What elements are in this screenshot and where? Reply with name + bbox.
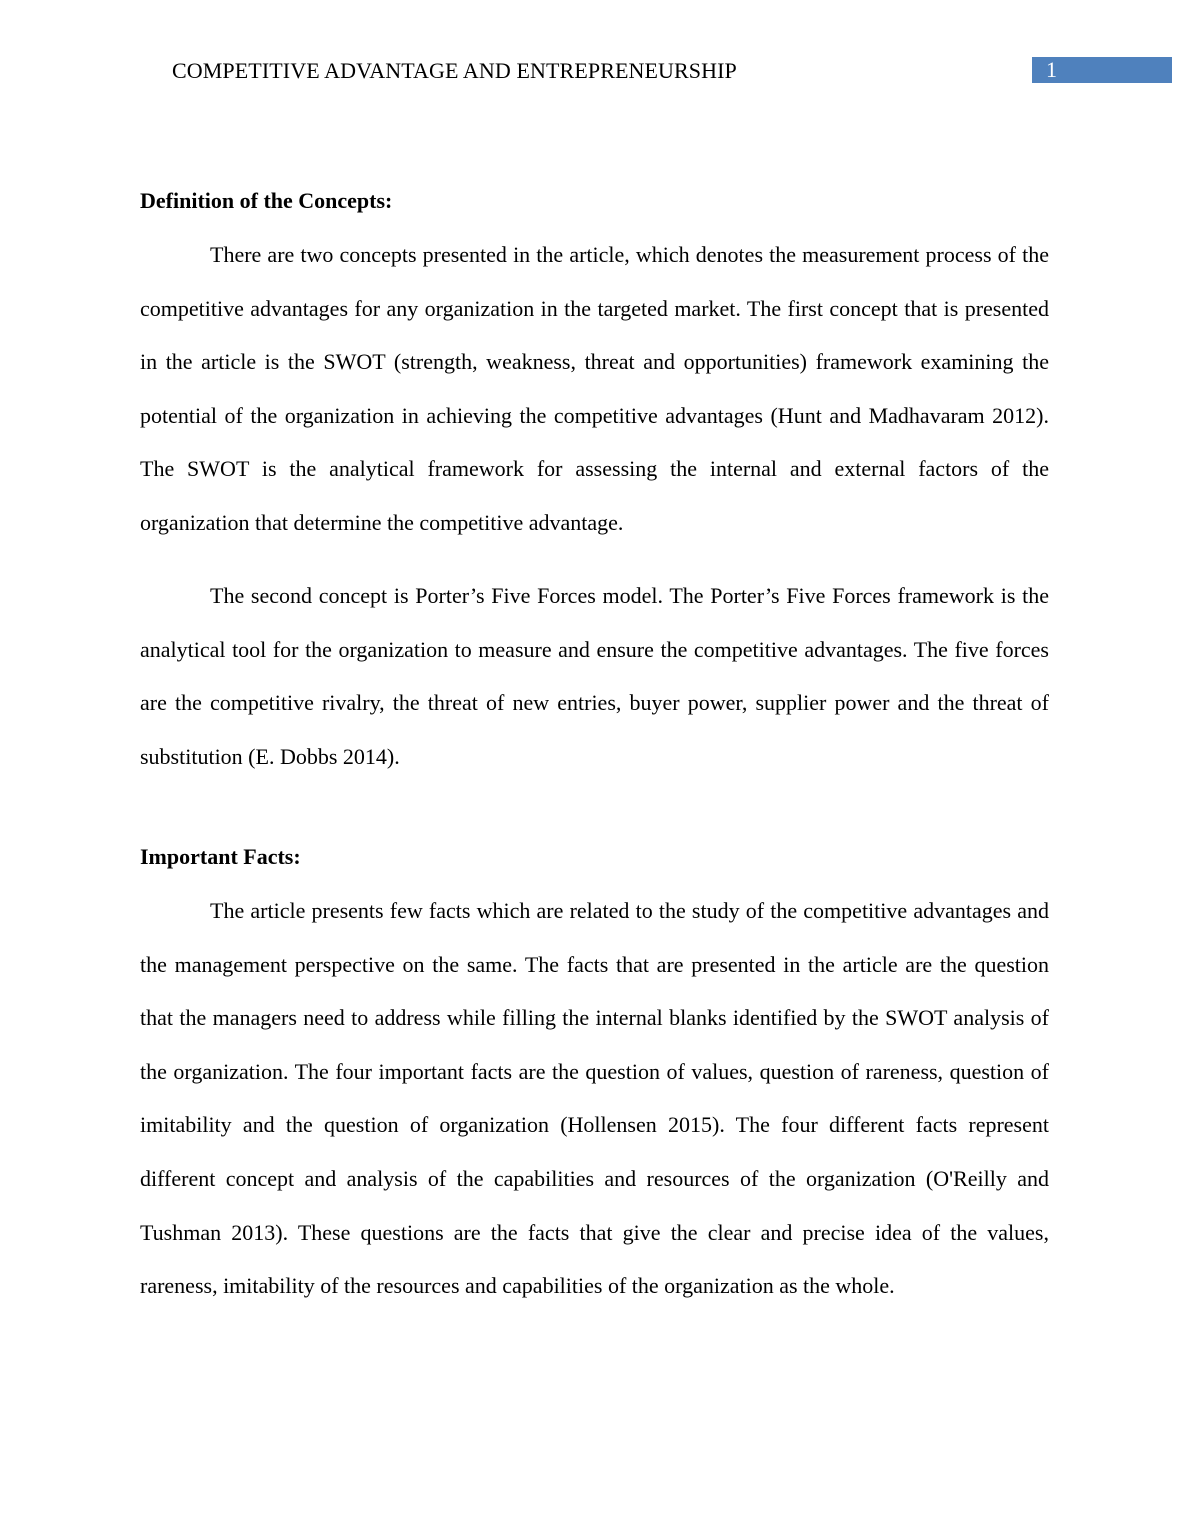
page-number-box — [1032, 57, 1172, 83]
paragraph-swot: There are two concepts presented in the article, which denotes the measurement process of the competitive advantages for any organization in the targeted market. The first concept that is presented in the article is the SWOT (strength, weakness, threat and opportunities) framework examining the potential of the organization in achieving the competitive advantages (Hunt and Madhavaram 2012). The SWOT is the analytical framework for assessing the internal and external factors of the organization that determine the competitive advantage. — [140, 242, 1049, 535]
paragraph-porter: The second concept is Porter’s Five Forces model. The Porter’s Five Forces framework is the analytical tool for the organization to measure and ensure the competitive advantages. The five forces are the competitive rivalry, the threat of new entries, buyer power, supplier power and the threat of substitution (E. Dobbs 2014). — [140, 583, 1049, 769]
running-head: COMPETITIVE ADVANTAGE AND ENTREPRENEURSHIP — [172, 58, 737, 83]
page-number: 1 — [1046, 57, 1057, 82]
section-heading-facts: Important Facts: — [140, 844, 301, 869]
section-heading-definitions: Definition of the Concepts: — [140, 188, 393, 213]
paragraph-facts: The article presents few facts which are related to the study of the competitive advantages and the management perspective on the same. The facts that are presented in the article are the question that the managers need to address while filling the internal blanks identified by the SWOT analysis of the organization. The four important facts are the question of values, question of rareness, question of imitability and the question of organization (Hollensen 2015). The four different facts represent different concept and analysis of the capabilities and resources of the organization (O'Reilly and Tushman 2013). These questions are the facts that give the clear and precise idea of the values, rareness, imitability of the resources and capabilities of the organization as the whole. — [140, 898, 1049, 1299]
